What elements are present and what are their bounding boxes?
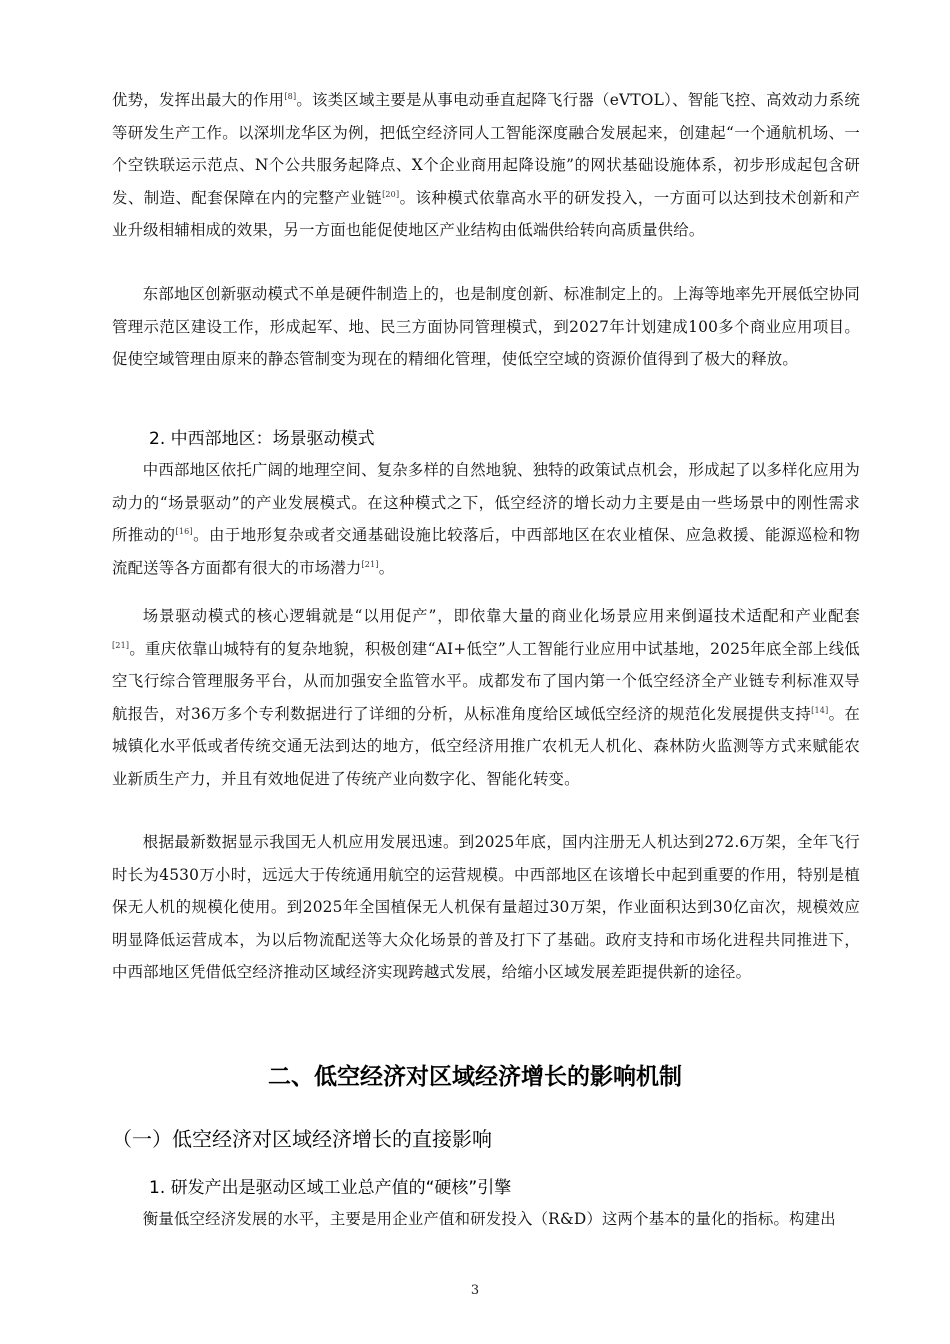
text-run: 。由于地形复杂或者交通基础设施比较落后，中西部地区在农业植保、应急救援、能源巡检和物流配送等各方面都有很大的市场潜力 (112, 526, 860, 577)
section-heading: （一）低空经济对区域经济增长的直接影响 (112, 1127, 492, 1151)
text-run: 衡量低空经济发展的水平，主要是用企业产值和研发投入（R&D）这两个基本的量化的指标。构建出 (142, 1210, 836, 1228)
paragraph-drone-statistics (112, 826, 860, 989)
paragraph-scenario-driven (112, 454, 860, 584)
text-run: 根据最新数据显示我国无人机应用发展迅速。到2025年底，国内注册无人机达到272.6万架，全年飞行时长为4530万小时，远远大于传统通用航空的运营规模。中西部地区在该增长中起到重要的作用，特别是植保无人机的规模化使用。到2025年全国植保无人机保有量超过30万架，作业面积达到30亿亩次，规模效应明显降低运营成本，为以后物流配送等大众化场景的普及打下了基础。政府支持和市场化进程共同推进下，中西部地区凭借低空经济推动区域经济实现跨越式发展，给缩小区域发展差距提供新的途径。 (112, 833, 860, 982)
text-run: 中西部地区依托广阔的地理空间、复杂多样的自然地貌、独特的政策试点机会，形成起了以多样化应用为动力的“场景驱动”的产业发展模式。在这种模式之下，低空经济的增长动力主要是由一些场景中的刚性需求所推动的 (112, 461, 860, 545)
paragraph-text (112, 278, 860, 376)
text-run: 。 (378, 558, 395, 577)
text-run: 。重庆依靠山城特有的复杂地貌，积极创建“AI+低空”人工智能行业应用中试基地，2025年底全部上线低空飞行综合管理服务平台，从而加强安全监管水平。成都发布了国内第一个低空经济全产业链专利标准双导航报告，对36万多个专利数据进行了详细的分析，从标准角度给区域低空经济的规范化发展提供支持 (112, 639, 860, 723)
paragraph-text (112, 454, 860, 584)
paragraph-text (112, 1203, 860, 1236)
chapter-heading: 二、低空经济对区域经济增长的影响机制 (268, 1064, 682, 1090)
paragraph-text (112, 600, 860, 796)
text-run: 。该类区域主要是从事电动垂直起降飞行器（eVTOL）、智能飞控、高效动力系统等研发生产工作。以深圳龙华区为例，把低空经济同人工智能深度融合发展起来，创建起“一个通航机场、一个空铁联运示范点、N个公共服务起降点、X个企业商用起降设施”的网状基础设施体系，初步形成起包含研发、制造、配套保障在内的完整产业链 (112, 91, 860, 207)
subheading-central-west: 2. 中西部地区：场景驱动模式 (149, 429, 375, 449)
paragraph-institutional-innovation (112, 278, 860, 376)
paragraph-text (112, 826, 860, 989)
citation-ref: [14] (811, 705, 829, 715)
text-run: 。该种模式依靠高水平的研发投入，一方面可以达到技术创新和产业升级相辅相成的效果，另一方面也能促使地区产业结构由低端供给转向高质量供给。 (112, 188, 860, 240)
text-run: 场景驱动模式的核心逻辑就是“以用促产”，即依靠大量的商业化场景应用来倒逼技术适配和产业配套 (142, 607, 860, 625)
subheading-rd-output: 1. 研发产出是驱动区域工业总产值的“硬核”引擎 (149, 1178, 512, 1198)
citation-ref: [21] (361, 559, 379, 569)
text-run: 。在城镇化水平低或者传统交通无法到达的地方，低空经济用推广农机无人机化、森林防火监测等方式来赋能农业新质生产力，并且有效地促进了传统产业向数字化、智能化转变。 (112, 704, 860, 788)
paragraph-text (112, 84, 860, 247)
citation-ref: [21] (112, 640, 130, 650)
citation-ref: [8] (284, 92, 297, 101)
citation-ref: [16] (175, 527, 193, 537)
citation-ref: [20] (382, 189, 400, 199)
paragraph-continued-eastern-innovation (112, 84, 860, 247)
paragraph-measurement (112, 1203, 860, 1236)
paragraph-core-logic (112, 600, 860, 796)
page-number: 3 (470, 1283, 480, 1298)
text-run: 东部地区创新驱动模式不单是硬件制造上的，也是制度创新、标准制定上的。上海等地率先开展低空协同管理示范区建设工作，形成起军、地、民三方面协同管理模式，到2027年计划建成100多个商业应用项目。促使空域管理由原来的静态管制变为现在的精细化管理，使低空空域的资源价值得到了极大的释放。 (112, 285, 860, 369)
text-run: 优势，发挥出最大的作用 (112, 91, 285, 109)
